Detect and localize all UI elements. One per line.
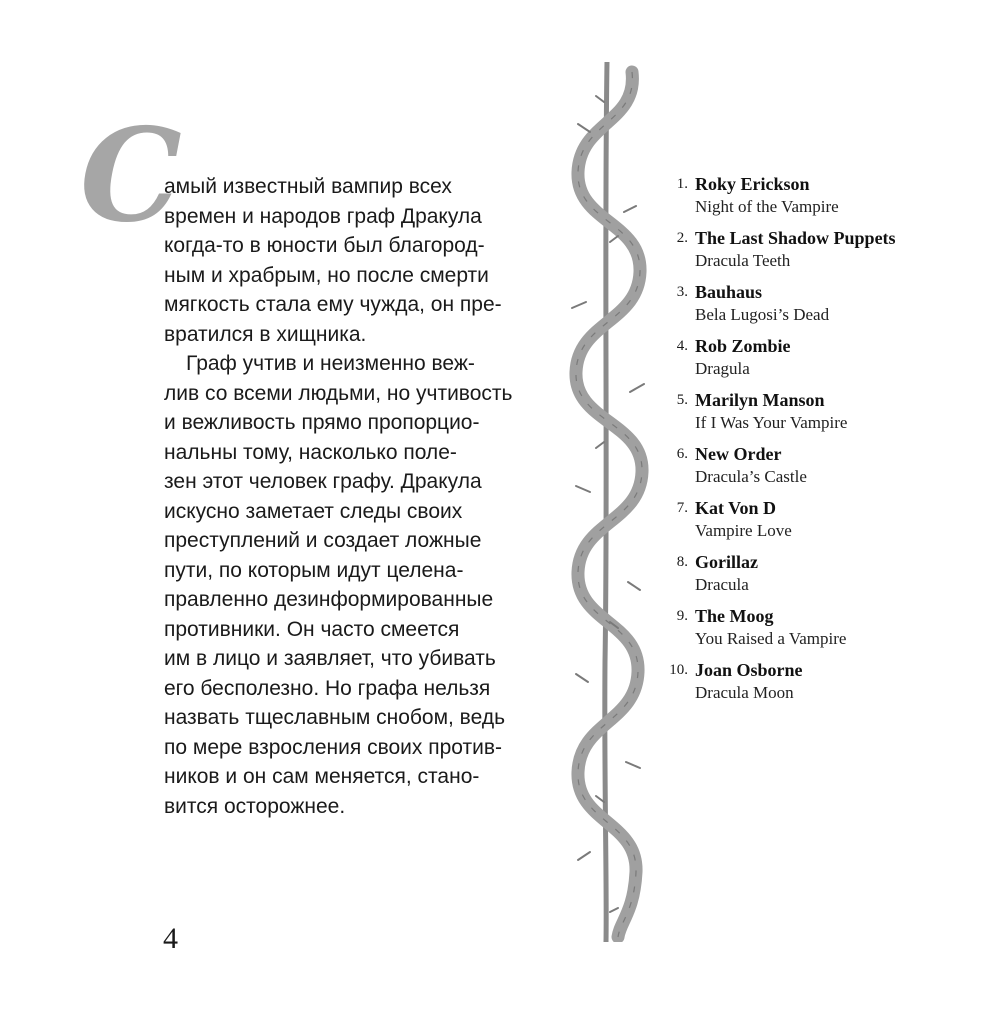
body-line: Граф учтив и неизменно веж- (186, 352, 475, 375)
body-line: амый известный вампир всех (164, 175, 452, 198)
track-item (650, 552, 980, 606)
track-song: Dragula (695, 359, 750, 378)
track-item (650, 606, 980, 660)
body-line: и вежливость прямо пропорцио- (164, 411, 480, 434)
track-song: Bela Lugosi’s Dead (695, 305, 830, 324)
track-artist: Joan Osborne (695, 660, 803, 680)
track-list (650, 174, 980, 714)
track-item (650, 282, 980, 336)
track-number: 2. (676, 230, 688, 246)
body-line: вится осторожнее. (164, 794, 346, 818)
track-item (650, 174, 980, 228)
body-line: правленно дезинформированные (164, 588, 494, 611)
body-line: назвать тщеславным снобом, ведь (164, 706, 506, 729)
thorny-vine-illustration (560, 62, 660, 942)
body-line: пути, по которым идут целена- (164, 558, 464, 582)
drop-cap: С (80, 101, 182, 251)
track-item (650, 498, 980, 552)
track-number: 6. (676, 446, 688, 462)
body-line: им в лицо и заявляет, что убивать (164, 647, 496, 670)
track-artist: Bauhaus (695, 282, 763, 302)
track-song: Dracula Moon (695, 683, 794, 702)
track-song: Vampire Love (695, 521, 792, 540)
track-number: 7. (676, 500, 688, 516)
body-text (164, 172, 544, 821)
track-song: You Raised a Vampire (695, 629, 847, 648)
track-artist: The Last Shadow Puppets (695, 228, 896, 248)
track-number: 8. (676, 554, 688, 570)
page-number: 4 (163, 922, 178, 955)
vine-twist (576, 72, 642, 937)
track-artist: Gorillaz (695, 552, 758, 572)
body-line: вратился в хищника. (164, 322, 367, 346)
track-artist: Roky Erickson (695, 174, 810, 194)
body-line: когда-то в юности был благород- (164, 234, 485, 257)
track-number: 5. (676, 392, 688, 408)
track-number: 1. (676, 176, 688, 192)
body-line: ным и храбрым, но после смерти (164, 263, 489, 287)
track-item (650, 390, 980, 444)
track-artist: Marilyn Manson (695, 390, 825, 410)
body-line: искусно заметает следы своих (164, 499, 463, 523)
track-song: Night of the Vampire (695, 197, 839, 216)
track-artist: The Moog (695, 606, 774, 626)
track-song: Dracula (695, 575, 749, 594)
body-line: ников и он сам меняется, стано- (164, 765, 480, 788)
track-artist: Kat Von D (695, 498, 777, 518)
vine-stem (605, 62, 607, 942)
body-line: его бесполезно. Но графа нельзя (164, 676, 491, 700)
track-item (650, 228, 980, 282)
body-line: лив со всеми людьми, но учтивость (164, 381, 513, 405)
track-song: Dracula’s Castle (695, 467, 807, 486)
track-item (650, 336, 980, 390)
track-number: 4. (676, 338, 688, 354)
track-artist: New Order (695, 444, 782, 464)
track-item (650, 444, 980, 498)
body-line: противники. Он часто смеется (164, 617, 460, 641)
body-line: нальны тому, насколько поле- (164, 440, 457, 464)
body-line: зен этот человек графу. Дракула (164, 470, 482, 493)
body-line: времен и народов граф Дракула (164, 204, 482, 228)
body-line: мягкость стала ему чужда, он пре- (164, 293, 502, 316)
track-number: 9. (676, 608, 688, 624)
track-number: 10. (669, 662, 688, 678)
track-song: If I Was Your Vampire (695, 413, 848, 432)
track-artist: Rob Zombie (695, 336, 791, 356)
body-line: преступлений и создает ложные (164, 529, 482, 552)
track-song: Dracula Teeth (695, 251, 791, 270)
track-item (650, 660, 980, 714)
track-number: 3. (676, 284, 688, 300)
body-line: по мере взросления своих против- (164, 735, 502, 759)
